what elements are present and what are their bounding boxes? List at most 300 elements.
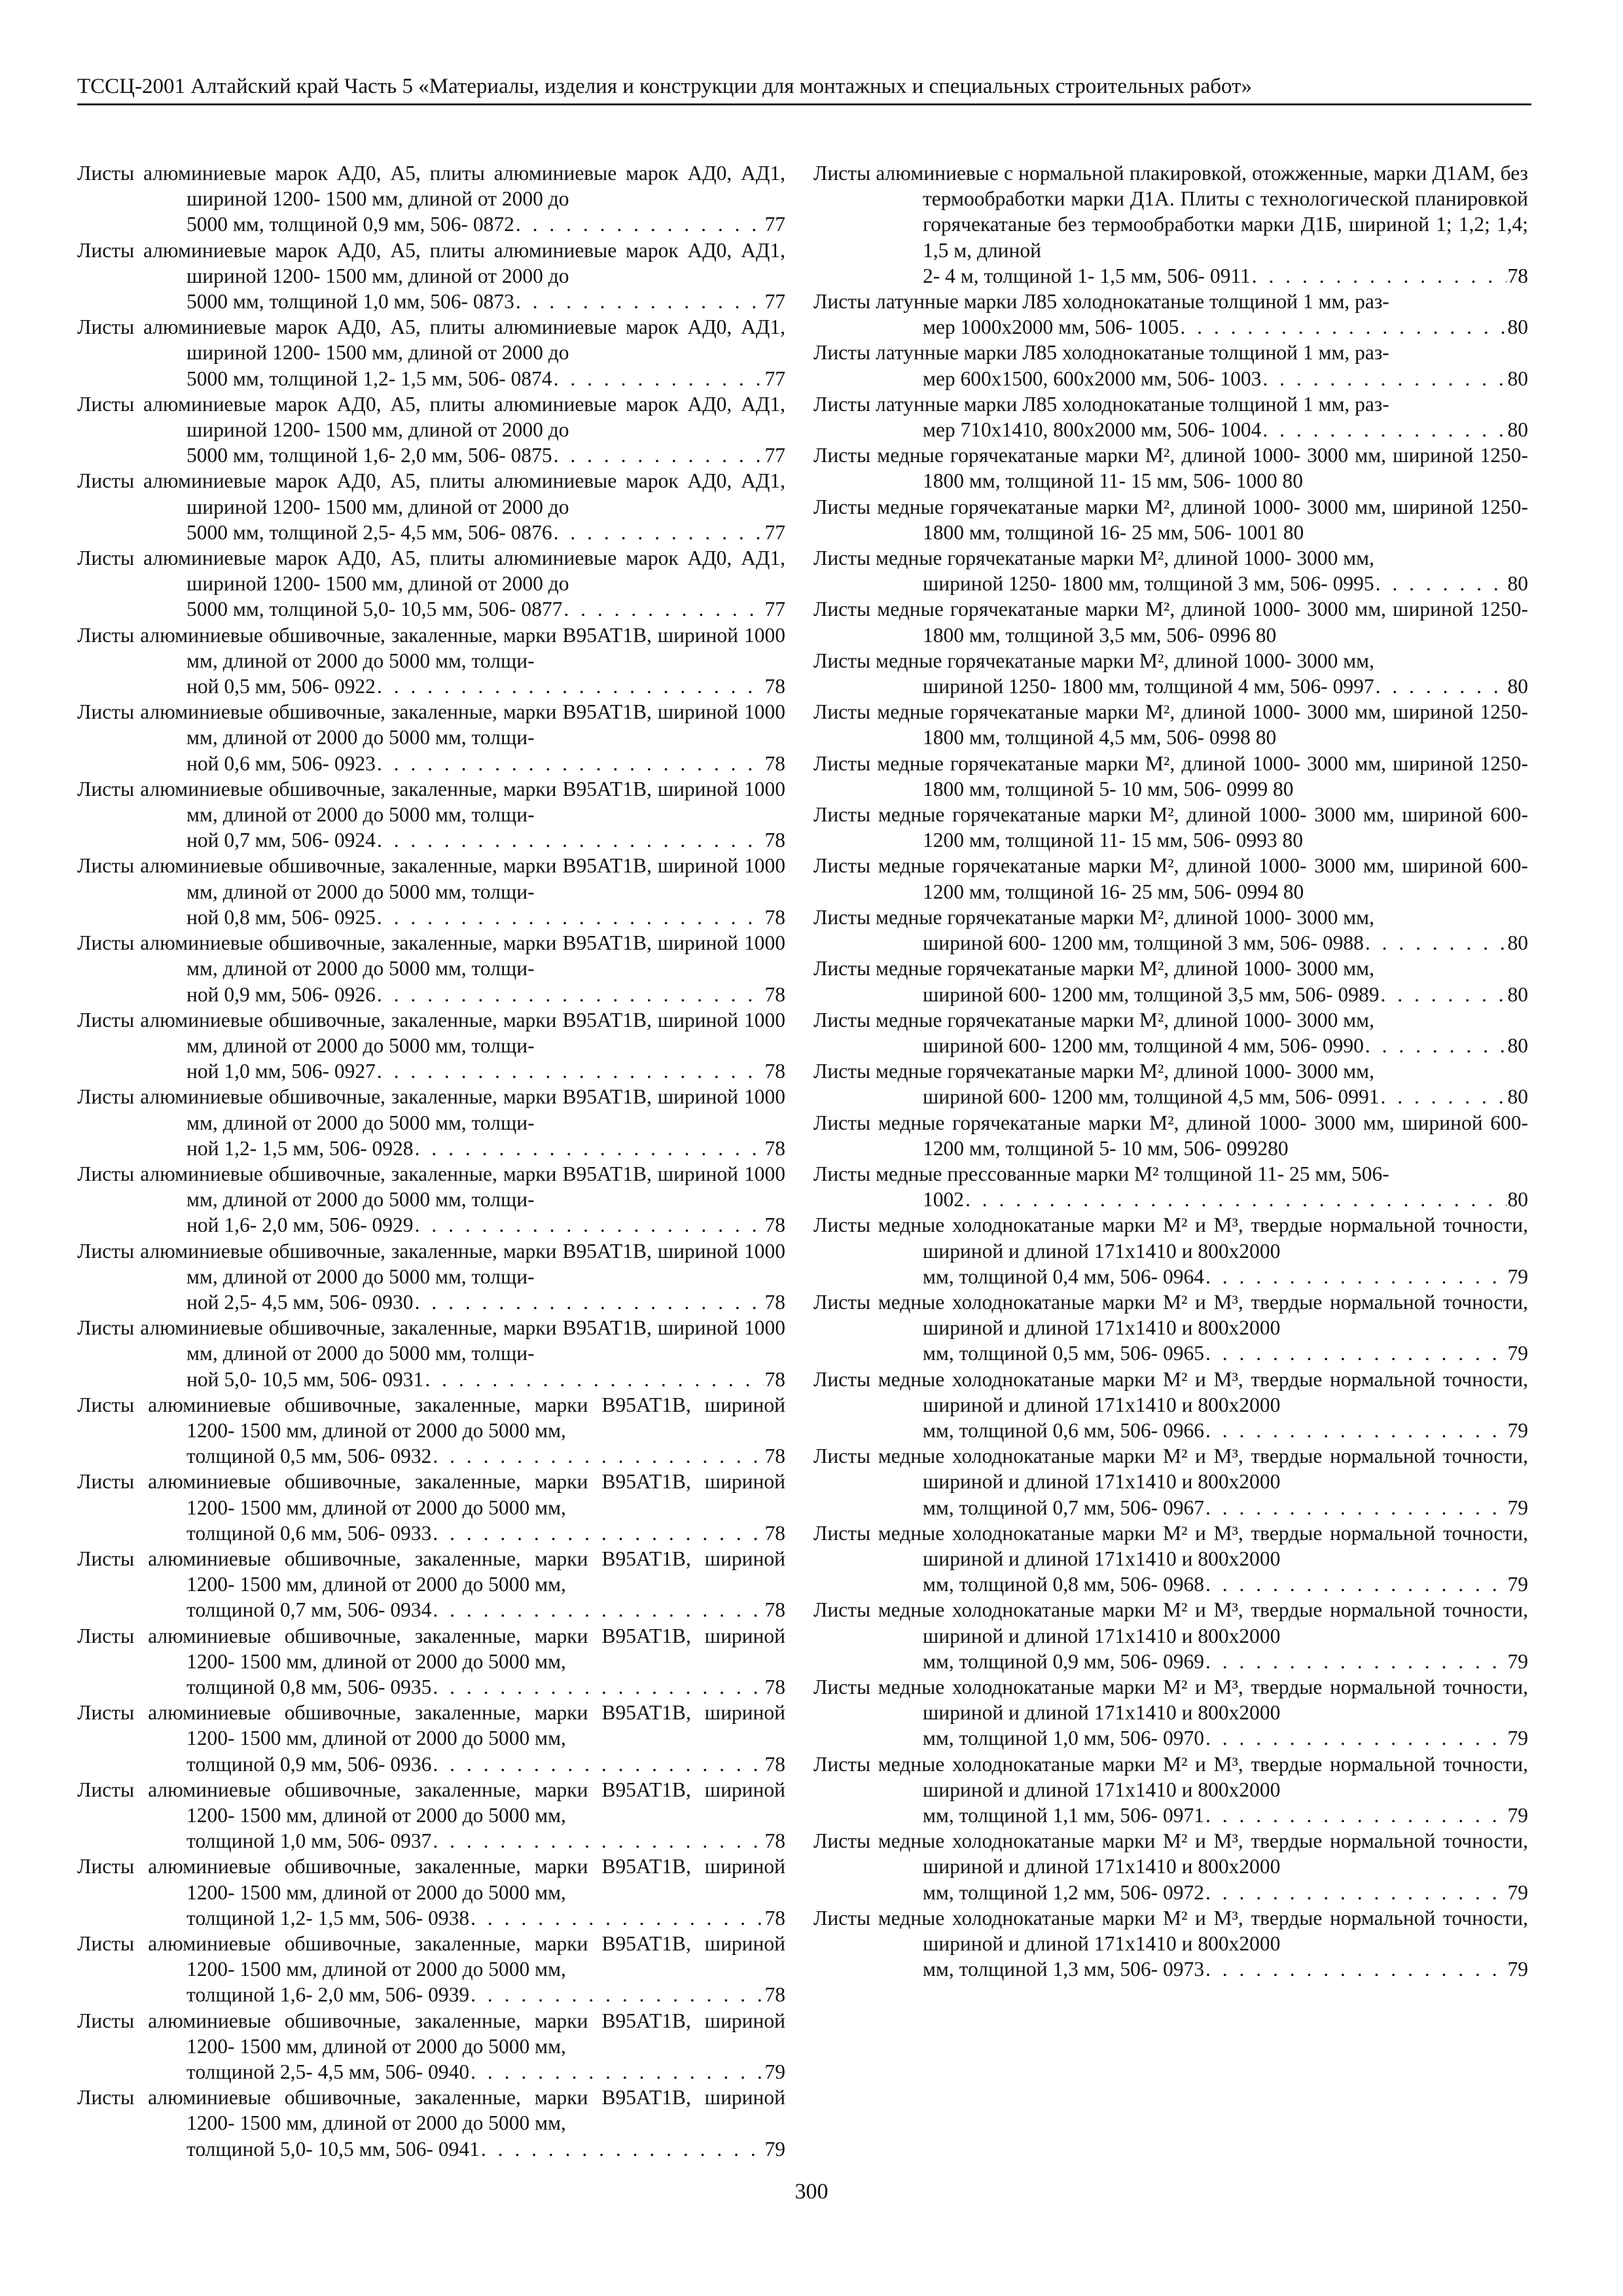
- entry-text: Листы алюминиевые марок АД0, А5, плиты алюминиевые марок АД0, АД1, шириной 1200- 1500 мм, длиной от 2000 до: [77, 238, 785, 287]
- dot-leader: [1262, 417, 1506, 442]
- entry-text-tail: толщиной 1,0 мм, 506- 0937: [187, 1829, 432, 1853]
- dot-leader: [1205, 1418, 1507, 1443]
- entry-last-line: [187, 442, 785, 468]
- dot-leader: [1365, 1033, 1507, 1058]
- dot-leader: [425, 1367, 763, 1392]
- entry-last-line: [187, 1751, 785, 1777]
- index-entry: [813, 1751, 1528, 1829]
- entry-last-line: [923, 1956, 1528, 1982]
- entry-page-ref: 78: [764, 1136, 785, 1160]
- entry-last-line: [923, 1264, 1528, 1289]
- entry-text: Листы алюминиевые обшивочные, закаленные, марки В95АТ1В, шириной 1000 мм, длиной от 2000 до 5000 мм, толщи-: [77, 931, 785, 980]
- entry-text: Листы медные горячекатаные марки М², длиной 1000- 3000 мм, шириной 1250- 1800 мм, толщиной 3,5 мм, 506- 0996 80: [813, 598, 1528, 647]
- entry-text: Листы медные горячекатаные марки М², длиной 1000- 3000 мм, шириной 1250- 1800 мм, толщиной 4,5 мм, 506- 0998 80: [813, 700, 1528, 749]
- index-entry: [77, 314, 785, 391]
- index-entry: [77, 622, 785, 700]
- entry-text-tail: 5000 мм, толщиной 0,9 мм, 506- 0872: [187, 213, 514, 236]
- dot-leader: [1365, 930, 1507, 956]
- entry-text: Листы медные горячекатаные марки М², длиной 1000- 3000 мм,: [813, 649, 1374, 672]
- dot-leader: [377, 751, 764, 776]
- entry-text-tail: ной 0,6 мм, 506- 0923: [187, 751, 376, 775]
- index-entry: [813, 1674, 1528, 1751]
- entry-page-ref: 79: [1507, 1649, 1528, 1673]
- entry-last-line: [187, 905, 785, 930]
- entry-text: Листы медные горячекатаные марки М², длиной 1000- 3000 мм, шириной 600- 1200 мм, толщиной 5- 10 мм, 506- 099280: [813, 1111, 1528, 1160]
- entry-page-ref: 79: [1507, 1880, 1528, 1904]
- entry-page-ref: 79: [1507, 1418, 1528, 1442]
- index-entry: [813, 1161, 1528, 1212]
- entry-page-ref: 78: [764, 1675, 785, 1698]
- entry-text-tail: 2- 4 м, толщиной 1- 1,5 мм, 506- 0911: [923, 264, 1251, 287]
- entry-last-line: [923, 673, 1528, 699]
- entry-page-ref: 80: [1507, 675, 1528, 698]
- entry-text-tail: шириной 1250- 1800 мм, толщиной 4 мм, 506- 0997: [923, 675, 1374, 698]
- entry-text-tail: ной 1,2- 1,5 мм, 506- 0928: [187, 1136, 414, 1160]
- entry-last-line: [923, 1803, 1528, 1828]
- entry-text: Листы алюминиевые марок АД0, А5, плиты алюминиевые марок АД0, АД1, шириной 1200- 1500 мм, длиной от 2000 до: [77, 392, 785, 442]
- dot-leader: [1376, 673, 1507, 699]
- dot-leader: [471, 1982, 763, 2007]
- dot-leader: [1381, 1084, 1507, 1109]
- entry-text-tail: 5000 мм, толщиной 1,2- 1,5 мм, 506- 0874: [187, 367, 552, 390]
- dot-leader: [1205, 1725, 1507, 1751]
- dot-leader: [471, 2059, 763, 2085]
- entry-page-ref: 78: [764, 1983, 785, 2007]
- entry-page-ref: 78: [764, 751, 785, 775]
- entry-page-ref: 78: [764, 829, 785, 852]
- entry-text-tail: толщиной 0,8 мм, 506- 0935: [187, 1675, 432, 1698]
- index-entry: [813, 596, 1528, 647]
- entry-last-line: [187, 289, 785, 314]
- entry-text: Листы алюминиевые обшивочные, закаленные, марки В95АТ1В, шириной 1200- 1500 мм, длиной от 2000 до 5000 мм,: [77, 1393, 785, 1442]
- entry-last-line: [187, 1443, 785, 1469]
- index-entry: [813, 289, 1528, 340]
- entry-text-tail: мм, толщиной 0,4 мм, 506- 0964: [923, 1265, 1204, 1288]
- dot-leader: [516, 211, 764, 237]
- entry-page-ref: 77: [764, 598, 785, 621]
- entry-last-line: [187, 1828, 785, 1854]
- entry-last-line: [187, 1212, 785, 1238]
- entry-text-tail: шириной 600- 1200 мм, толщиной 3 мм, 506- 0988: [923, 931, 1364, 955]
- entry-text-tail: мм, толщиной 0,9 мм, 506- 0969: [923, 1649, 1204, 1673]
- index-entry: [77, 699, 785, 776]
- entry-text-tail: мм, толщиной 0,6 мм, 506- 0966: [923, 1418, 1204, 1442]
- entry-text: Листы латунные марки Л85 холоднокатаные толщиной 1 мм, раз-: [813, 392, 1389, 416]
- dot-leader: [554, 366, 764, 391]
- index-entry: [77, 1931, 785, 2008]
- entry-text-tail: шириной 1250- 1800 мм, толщиной 3 мм, 506- 0995: [923, 572, 1374, 596]
- entry-last-line: [187, 1597, 785, 1623]
- entry-text: Листы алюминиевые обшивочные, закаленные, марки В95АТ1В, шириной 1000 мм, длиной от 2000 до 5000 мм, толщи-: [77, 1239, 785, 1288]
- entry-text-tail: мм, толщиной 1,2 мм, 506- 0972: [923, 1880, 1204, 1904]
- entry-last-line: [923, 1880, 1528, 1905]
- index-entry: [813, 802, 1528, 853]
- entry-text-tail: ной 2,5- 4,5 мм, 506- 0930: [187, 1290, 414, 1314]
- entry-text-tail: шириной 600- 1200 мм, толщиной 3,5 мм, 506- 0989: [923, 982, 1380, 1006]
- entry-page-ref: 78: [764, 1521, 785, 1545]
- index-entry: [77, 1161, 785, 1238]
- index-entry: [813, 905, 1528, 956]
- entry-last-line: [923, 1495, 1528, 1520]
- entry-text: Листы алюминиевые марок АД0, А5, плиты алюминиевые марок АД0, АД1, шириной 1200- 1500 мм, длиной от 2000 до: [77, 315, 785, 365]
- entry-text-tail: толщиной 2,5- 4,5 мм, 506- 0940: [187, 2060, 470, 2084]
- entry-page-ref: 78: [764, 1444, 785, 1468]
- entry-page-ref: 79: [1507, 1573, 1528, 1596]
- entry-last-line: [923, 417, 1528, 442]
- index-entry: [813, 648, 1528, 699]
- entry-page-ref: 80: [1507, 367, 1528, 390]
- dot-leader: [377, 673, 764, 699]
- index-entry: [77, 1007, 785, 1085]
- entry-text: Листы медные прессованные марки М² толщиной 11- 25 мм, 506-: [813, 1162, 1389, 1185]
- dot-leader: [1381, 982, 1507, 1007]
- entry-last-line: [187, 982, 785, 1007]
- index-entry: [813, 1520, 1528, 1598]
- dot-leader: [1205, 1880, 1507, 1905]
- entry-text-tail: мер 710х1410, 800х2000 мм, 506- 1004: [923, 418, 1262, 442]
- entry-page-ref: 78: [764, 675, 785, 698]
- entry-text: Листы алюминиевые обшивочные, закаленные, марки В95АТ1В, шириной 1200- 1500 мм, длиной от 2000 до 5000 мм,: [77, 2086, 785, 2135]
- entry-last-line: [187, 1520, 785, 1546]
- entry-page-ref: 78: [764, 1060, 785, 1083]
- dot-leader: [1205, 1264, 1507, 1289]
- entry-last-line: [923, 930, 1528, 956]
- index-entry: [813, 1007, 1528, 1058]
- index-entry: [77, 1238, 785, 1316]
- entry-last-line: [187, 366, 785, 391]
- entry-text: Листы алюминиевые обшивочные, закаленные, марки В95АТ1В, шириной 1200- 1500 мм, длиной от 2000 до 5000 мм,: [77, 1855, 785, 1904]
- entry-last-line: [923, 366, 1528, 391]
- entry-page-ref: 79: [764, 2137, 785, 2161]
- entry-text-tail: толщиной 0,9 мм, 506- 0936: [187, 1752, 432, 1776]
- index-entry: [77, 1315, 785, 1392]
- entry-page-ref: 80: [1507, 418, 1528, 442]
- index-entry: [813, 494, 1528, 545]
- page-header: [77, 73, 1531, 105]
- dot-leader: [516, 289, 764, 314]
- entry-text: Листы медные горячекатаные марки М², длиной 1000- 3000 мм, шириной 600- 1200 мм, толщиной 16- 25 мм, 506- 0994 80: [813, 854, 1528, 903]
- entry-page-ref: 78: [764, 1367, 785, 1391]
- entry-text: Листы алюминиевые обшивочные, закаленные, марки В95АТ1В, шириной 1200- 1500 мм, длиной от 2000 до 5000 мм,: [77, 1470, 785, 1519]
- entry-text-tail: мм, толщиной 1,3 мм, 506- 0973: [923, 1958, 1204, 1981]
- entry-text: Листы алюминиевые марок АД0, А5, плиты алюминиевые марок АД0, АД1, шириной 1200- 1500 мм, длиной от 2000 до: [77, 162, 785, 211]
- dot-leader: [415, 1212, 764, 1238]
- dot-leader: [471, 1905, 763, 1931]
- entry-text: Листы алюминиевые обшивочные, закаленные, марки В95АТ1В, шириной 1000 мм, длиной от 2000 до 5000 мм, толщи-: [77, 623, 785, 672]
- entry-text: Листы алюминиевые с нормальной плакировкой, отожженные, марки Д1АМ, без термообработки марки Д1А. Плиты с технологической планировкой горячекатаные без термообработки марки Д1Б, шириной 1; 1,2; 1,4; 1,5 м, длиной: [813, 162, 1528, 262]
- entry-last-line: [923, 1571, 1528, 1597]
- dot-leader: [377, 905, 764, 930]
- dot-leader: [1205, 1956, 1507, 1982]
- dot-leader: [1205, 1340, 1507, 1366]
- entry-page-ref: 78: [764, 1752, 785, 1776]
- dot-leader: [563, 596, 763, 622]
- index-entry: [77, 930, 785, 1007]
- entry-last-line: [923, 1649, 1528, 1674]
- dot-leader: [554, 520, 764, 545]
- entry-page-ref: 80: [1507, 1085, 1528, 1109]
- entry-page-ref: 77: [764, 290, 785, 314]
- entry-last-line: [923, 1084, 1528, 1109]
- index-entry: [813, 1058, 1528, 1109]
- entry-text: Листы медные холоднокатаные марки М² и М³, твердые нормальной точности, шириной и длиной 171х1410 и 800х2000: [813, 1213, 1528, 1263]
- entry-text-tail: 5000 мм, толщиной 2,5- 4,5 мм, 506- 0876: [187, 520, 552, 544]
- entry-page-ref: 80: [1507, 1033, 1528, 1057]
- index-entry: [813, 853, 1528, 904]
- dot-leader: [433, 1597, 763, 1623]
- index-entry: [813, 1597, 1528, 1674]
- entry-text: Листы алюминиевые обшивочные, закаленные, марки В95АТ1В, шириной 1000 мм, длиной от 2000 до 5000 мм, толщи-: [77, 777, 785, 827]
- dot-leader: [1205, 1571, 1507, 1597]
- index-entry: [813, 160, 1528, 289]
- entry-last-line: [923, 1725, 1528, 1751]
- index-entry: [813, 1367, 1528, 1444]
- entry-page-ref: 78: [1507, 264, 1528, 287]
- dot-leader: [1205, 1649, 1507, 1674]
- index-entry: [813, 1212, 1528, 1289]
- entry-page-ref: 78: [764, 1598, 785, 1622]
- dot-leader: [377, 982, 764, 1007]
- entry-text-tail: мм, толщиной 1,1 мм, 506- 0971: [923, 1804, 1204, 1827]
- index-entry: [77, 1700, 785, 1777]
- entry-text-tail: ной 5,0- 10,5 мм, 506- 0931: [187, 1367, 424, 1391]
- dot-leader: [433, 1751, 763, 1777]
- index-entry: [813, 1110, 1528, 1161]
- entry-text-tail: мм, толщиной 1,0 мм, 506- 0970: [923, 1727, 1204, 1750]
- entry-text-tail: толщиной 0,7 мм, 506- 0934: [187, 1598, 432, 1622]
- entry-last-line: [923, 571, 1528, 596]
- entry-text: Листы алюминиевые обшивочные, закаленные, марки В95АТ1В, шириной 1000 мм, длиной от 2000 до 5000 мм, толщи-: [77, 700, 785, 749]
- entry-page-ref: 80: [1507, 315, 1528, 339]
- index-entry: [77, 1777, 785, 1854]
- entry-last-line: [923, 1033, 1528, 1058]
- entry-text-tail: мм, толщиной 0,7 мм, 506- 0967: [923, 1496, 1204, 1519]
- entry-page-ref: 79: [1507, 1342, 1528, 1365]
- index-entry: [813, 1828, 1528, 1905]
- entry-text: Листы медные холоднокатаные марки М² и М³, твердые нормальной точности, шириной и длиной 171х1410 и 800х2000: [813, 1598, 1528, 1647]
- entry-text: Листы медные горячекатаные марки М², длиной 1000- 3000 мм,: [813, 547, 1374, 570]
- entry-page-ref: 79: [1507, 1727, 1528, 1750]
- index-entry: [77, 468, 785, 545]
- index-entry: [77, 160, 785, 238]
- entry-text-tail: мер 1000х2000 мм, 506- 1005: [923, 315, 1179, 339]
- entry-page-ref: 80: [1507, 982, 1528, 1006]
- dot-leader: [1205, 1803, 1507, 1828]
- entry-text: Листы медные горячекатаные марки М², длиной 1000- 3000 мм, шириной 1250- 1800 мм, толщиной 16- 25 мм, 506- 1001 80: [813, 495, 1528, 544]
- entry-last-line: [923, 982, 1528, 1007]
- entry-text-tail: 1002: [923, 1188, 964, 1211]
- entry-page-ref: 78: [764, 982, 785, 1006]
- entry-text: Листы латунные марки Л85 холоднокатаные толщиной 1 мм, раз-: [813, 341, 1389, 365]
- entry-text-tail: шириной 600- 1200 мм, толщиной 4,5 мм, 506- 0991: [923, 1085, 1380, 1109]
- entry-text: Листы алюминиевые обшивочные, закаленные, марки В95АТ1В, шириной 1200- 1500 мм, длиной от 2000 до 5000 мм,: [77, 1624, 785, 1673]
- index-entry: [77, 1546, 785, 1623]
- entry-text: Листы алюминиевые обшивочные, закаленные, марки В95АТ1В, шириной 1000 мм, длиной от 2000 до 5000 мм, толщи-: [77, 1085, 785, 1134]
- dot-leader: [433, 1674, 763, 1700]
- entry-text: Листы медные горячекатаные марки М², длиной 1000- 3000 мм, шириной 1250- 1800 мм, толщиной 5- 10 мм, 506- 0999 80: [813, 751, 1528, 800]
- index-entry: [813, 699, 1528, 750]
- index-entry: [77, 1084, 785, 1161]
- entry-text-tail: 5000 мм, толщиной 5,0- 10,5 мм, 506- 0877: [187, 598, 563, 621]
- entry-last-line: [187, 827, 785, 853]
- entry-text-tail: ной 1,6- 2,0 мм, 506- 0929: [187, 1213, 414, 1237]
- entry-text: Листы латунные марки Л85 холоднокатаные толщиной 1 мм, раз-: [813, 290, 1389, 314]
- entry-page-ref: 78: [764, 1906, 785, 1929]
- entry-last-line: [187, 1289, 785, 1315]
- entry-text-tail: толщиной 1,6- 2,0 мм, 506- 0939: [187, 1983, 470, 2007]
- entry-last-line: [187, 1905, 785, 1931]
- index-entry: [77, 545, 785, 622]
- entry-page-ref: 79: [1507, 1496, 1528, 1519]
- dot-leader: [433, 1520, 763, 1546]
- entry-page-ref: 79: [764, 2060, 785, 2084]
- entry-last-line: [187, 1674, 785, 1700]
- index-entry: [813, 1905, 1528, 1982]
- index-entry: [813, 956, 1528, 1007]
- index-column-left: [77, 160, 785, 2162]
- index-entry: [813, 340, 1528, 391]
- entry-last-line: [187, 1058, 785, 1084]
- dot-leader: [554, 442, 764, 468]
- entry-text: Листы алюминиевые обшивочные, закаленные, марки В95АТ1В, шириной 1200- 1500 мм, длиной от 2000 до 5000 мм,: [77, 1778, 785, 1827]
- entry-text: Листы алюминиевые марок АД0, А5, плиты алюминиевые марок АД0, АД1, шириной 1200- 1500 мм, длиной от 2000 до: [77, 469, 785, 518]
- header-title: ТССЦ-2001 Алтайский край Часть 5 «Материалы, изделия и конструкции для монтажных и специальных строительных работ»: [77, 75, 1253, 98]
- entry-last-line: [923, 263, 1528, 289]
- index-entry: [77, 1469, 785, 1546]
- entry-text: Листы медные холоднокатаные марки М² и М³, твердые нормальной точности, шириной и длиной 171х1410 и 800х2000: [813, 1752, 1528, 1801]
- entry-text: Листы алюминиевые марок АД0, А5, плиты алюминиевые марок АД0, АД1, шириной 1200- 1500 мм, длиной от 2000 до: [77, 547, 785, 596]
- entry-page-ref: 79: [1507, 1804, 1528, 1827]
- index-entry: [77, 776, 785, 853]
- entry-text: Листы медные горячекатаные марки М², длиной 1000- 3000 мм,: [813, 905, 1374, 929]
- entry-page-ref: 77: [764, 213, 785, 236]
- index-entry: [813, 1289, 1528, 1367]
- entry-page-ref: 79: [1507, 1958, 1528, 1981]
- dot-leader: [433, 1828, 763, 1854]
- dot-leader: [965, 1187, 1507, 1212]
- index-entry: [813, 442, 1528, 493]
- entry-page-ref: 77: [764, 520, 785, 544]
- entry-last-line: [923, 314, 1528, 340]
- entry-text: Листы медные горячекатаные марки М², длиной 1000- 3000 мм,: [813, 957, 1374, 980]
- index-entry: [77, 1854, 785, 1931]
- dot-leader: [377, 1058, 764, 1084]
- index-entry: [813, 391, 1528, 442]
- entry-page-ref: 79: [1507, 1265, 1528, 1288]
- entry-text: Листы медные холоднокатаные марки М² и М³, твердые нормальной точности, шириной и длиной 171х1410 и 800х2000: [813, 1290, 1528, 1340]
- dot-leader: [433, 1443, 763, 1469]
- dot-leader: [415, 1289, 764, 1315]
- entry-text-tail: 5000 мм, толщиной 1,6- 2,0 мм, 506- 0875: [187, 444, 552, 467]
- entry-last-line: [923, 1418, 1528, 1443]
- dot-leader: [1205, 1495, 1507, 1520]
- dot-leader: [1262, 366, 1506, 391]
- index-entry: [813, 1443, 1528, 1520]
- index-entry: [77, 853, 785, 930]
- entry-text-tail: шириной 600- 1200 мм, толщиной 4 мм, 506- 0990: [923, 1033, 1364, 1057]
- entry-last-line: [187, 2059, 785, 2085]
- entry-last-line: [923, 1187, 1528, 1212]
- entry-page-ref: 78: [764, 1213, 785, 1237]
- entry-text-tail: толщиной 0,5 мм, 506- 0932: [187, 1444, 432, 1468]
- entry-text-tail: мер 600х1500, 600х2000 мм, 506- 1003: [923, 367, 1262, 390]
- entry-text: Листы алюминиевые обшивочные, закаленные, марки В95АТ1В, шириной 1200- 1500 мм, длиной от 2000 до 5000 мм,: [77, 1547, 785, 1596]
- entry-text: Листы алюминиевые обшивочные, закаленные, марки В95АТ1В, шириной 1000 мм, длиной от 2000 до 5000 мм, толщи-: [77, 854, 785, 903]
- dot-leader: [481, 2136, 764, 2162]
- entry-last-line: [187, 1367, 785, 1392]
- entry-page-ref: 77: [764, 444, 785, 467]
- entry-text: Листы медные холоднокатаные марки М² и М³, твердые нормальной точности, шириной и длиной 171х1410 и 800х2000: [813, 1444, 1528, 1494]
- entry-page-ref: 80: [1507, 1188, 1528, 1211]
- entry-last-line: [187, 2136, 785, 2162]
- entry-last-line: [923, 1340, 1528, 1366]
- entry-last-line: [187, 1136, 785, 1161]
- dot-leader: [1376, 571, 1507, 596]
- entry-text: Листы алюминиевые обшивочные, закаленные, марки В95АТ1В, шириной 1200- 1500 мм, длиной от 2000 до 5000 мм,: [77, 1701, 785, 1750]
- index-entry: [77, 1623, 785, 1700]
- entry-text: Листы алюминиевые обшивочные, закаленные, марки В95АТ1В, шириной 1000 мм, длиной от 2000 до 5000 мм, толщи-: [77, 1008, 785, 1057]
- entry-page-ref: 78: [764, 1829, 785, 1853]
- entry-text-tail: ной 0,9 мм, 506- 0926: [187, 982, 376, 1006]
- entry-last-line: [187, 520, 785, 545]
- entry-text-tail: мм, толщиной 0,8 мм, 506- 0968: [923, 1573, 1204, 1596]
- entry-text: Листы медные горячекатаные марки М², длиной 1000- 3000 мм,: [813, 1008, 1374, 1031]
- entry-text-tail: толщиной 5,0- 10,5 мм, 506- 0941: [187, 2137, 480, 2161]
- entry-text: Листы медные холоднокатаные марки М² и М³, твердые нормальной точности, шириной и длиной 171х1410 и 800х2000: [813, 1829, 1528, 1878]
- entry-text: Листы медные горячекатаные марки М², длиной 1000- 3000 мм,: [813, 1060, 1374, 1083]
- dot-leader: [415, 1136, 764, 1161]
- entry-last-line: [187, 751, 785, 776]
- page-number: 300: [794, 2179, 829, 2204]
- entry-text: Листы алюминиевые обшивочные, закаленные, марки В95АТ1В, шириной 1200- 1500 мм, длиной от 2000 до 5000 мм,: [77, 2009, 785, 2058]
- entry-text: Листы алюминиевые обшивочные, закаленные, марки В95АТ1В, шириной 1000 мм, длиной от 2000 до 5000 мм, толщи-: [77, 1162, 785, 1211]
- entry-page-ref: 80: [1507, 572, 1528, 596]
- entry-last-line: [187, 211, 785, 237]
- entry-last-line: [187, 1982, 785, 2007]
- entry-text-tail: толщиной 0,6 мм, 506- 0933: [187, 1521, 432, 1545]
- entry-text: Листы медные горячекатаные марки М², длиной 1000- 3000 мм, шириной 600- 1200 мм, толщиной 11- 15 мм, 506- 0993 80: [813, 803, 1528, 852]
- index-entry: [813, 545, 1528, 596]
- index-entry: [77, 238, 785, 315]
- entry-text-tail: толщиной 1,2- 1,5 мм, 506- 0938: [187, 1906, 470, 1929]
- entry-last-line: [187, 673, 785, 699]
- dot-leader: [1180, 314, 1506, 340]
- entry-last-line: [187, 596, 785, 622]
- entry-text-tail: ной 0,7 мм, 506- 0924: [187, 829, 376, 852]
- entry-text: Листы алюминиевые обшивочные, закаленные, марки В95АТ1В, шириной 1200- 1500 мм, длиной от 2000 до 5000 мм,: [77, 1932, 785, 1981]
- index-column-right: [813, 160, 1528, 1982]
- entry-text-tail: мм, толщиной 0,5 мм, 506- 0965: [923, 1342, 1204, 1365]
- entry-text: Листы медные холоднокатаные марки М² и М³, твердые нормальной точности, шириной и длиной 171х1410 и 800х2000: [813, 1906, 1528, 1956]
- entry-text-tail: ной 1,0 мм, 506- 0927: [187, 1060, 376, 1083]
- entry-page-ref: 80: [1507, 931, 1528, 955]
- index-entry: [77, 1392, 785, 1469]
- entry-page-ref: 78: [764, 1290, 785, 1314]
- entry-page-ref: 78: [764, 905, 785, 929]
- dot-leader: [377, 827, 764, 853]
- entry-text-tail: ной 0,8 мм, 506- 0925: [187, 905, 376, 929]
- index-entry: [813, 751, 1528, 802]
- index-entry: [77, 2085, 785, 2162]
- entry-text: Листы алюминиевые обшивочные, закаленные, марки В95АТ1В, шириной 1000 мм, длиной от 2000 до 5000 мм, толщи-: [77, 1316, 785, 1365]
- dot-leader: [1252, 263, 1507, 289]
- entry-text: Листы медные холоднокатаные марки М² и М³, твердые нормальной точности, шириной и длиной 171х1410 и 800х2000: [813, 1675, 1528, 1725]
- entry-text: Листы медные горячекатаные марки М², длиной 1000- 3000 мм, шириной 1250- 1800 мм, толщиной 11- 15 мм, 506- 1000 80: [813, 444, 1528, 493]
- entry-text: Листы медные холоднокатаные марки М² и М³, твердые нормальной точности, шириной и длиной 171х1410 и 800х2000: [813, 1521, 1528, 1570]
- entry-text-tail: ной 0,5 мм, 506- 0922: [187, 675, 376, 698]
- entry-page-ref: 77: [764, 367, 785, 390]
- entry-text: Листы медные холоднокатаные марки М² и М³, твердые нормальной точности, шириной и длиной 171х1410 и 800х2000: [813, 1367, 1528, 1416]
